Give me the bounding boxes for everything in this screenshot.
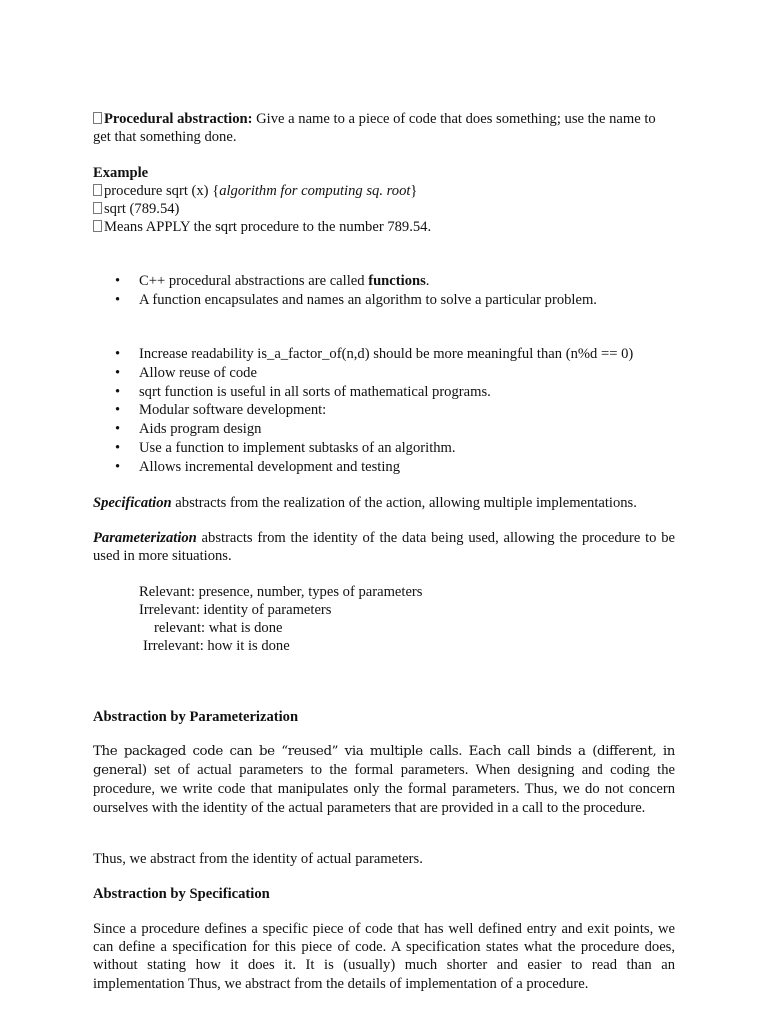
- section-param-paragraph: [93, 742, 675, 817]
- list-item: • Increase readability is_a_factor_of(n,d) should be more meaningful than (n%d == 0): [93, 345, 693, 364]
- missing-glyph-icon: [93, 220, 102, 232]
- list-item: • Use a function to implement subtasks of an algorithm.: [93, 439, 693, 458]
- missing-glyph-icon: [93, 202, 102, 214]
- parameterization-text: abstracts from the identity of the data being used, allowing the procedure to be used in more situations.: [93, 530, 675, 565]
- section-spec-paragraph: Since a procedure defines a specific piece of code that has well defined entry and exit points, we can define a specification for this piece of code. A specification states what the procedure does, without stating how it does it. It is (usually) much shorter and easier to read than an implementation Thus, we abstract from the details of implementation of a procedure.: [93, 921, 675, 992]
- section-heading-parameterization: Abstraction by Parameterization: [93, 709, 299, 725]
- section-param-conclusion: Thus, we abstract from the identity of actual parameters.: [93, 851, 423, 867]
- relevance-line-4: Irrelevant: how it is done: [143, 638, 290, 654]
- specification-text: abstracts from the realization of the action, allowing multiple implementations.: [171, 495, 637, 511]
- list-item: • Aids program design: [93, 420, 693, 439]
- list-item: [93, 272, 693, 291]
- example-heading: Example: [93, 165, 149, 181]
- specification-paragraph: [93, 494, 675, 512]
- example-line-2-text: sqrt (789.54): [104, 201, 180, 217]
- list-item: • Allows incremental development and testing: [93, 458, 693, 477]
- intro-text: Give a name to a piece of code that does something; use the name to get that something done.: [93, 111, 656, 146]
- relevance-line-2: Irrelevant: identity of parameters: [139, 602, 332, 618]
- list-item: [93, 291, 693, 310]
- parameterization-paragraph: [93, 529, 675, 565]
- list-item-text: C++ procedural abstractions are called: [139, 273, 369, 289]
- specification-term: Specification: [93, 495, 172, 511]
- bullet-list-benefits: [93, 345, 693, 477]
- example-line-1-italic: algorithm for computing sq. root: [219, 183, 411, 199]
- example-line-1-prefix: procedure sqrt (x) {: [104, 183, 220, 199]
- list-item: • Modular software development:: [93, 401, 693, 420]
- list-item-text: A function encapsulates and names an algorithm to solve a particular problem.: [139, 291, 597, 308]
- list-item: • sqrt function is useful in all sorts of mathematical programs.: [93, 383, 693, 402]
- missing-glyph-icon: [93, 184, 102, 196]
- example-line-3-text: Means APPLY the sqrt procedure to the number 789.54.: [104, 219, 432, 235]
- bullet-list-functions: [93, 272, 693, 310]
- intro-paragraph: [93, 110, 675, 146]
- section-heading-specification: Abstraction by Specification: [93, 886, 270, 902]
- example-line-2: [93, 200, 675, 218]
- example-line-1-suffix: }: [410, 183, 418, 199]
- intro-label: Procedural abstraction:: [104, 111, 253, 127]
- relevance-line-3: relevant: what is done: [154, 620, 283, 636]
- list-item-suffix: .: [425, 273, 430, 289]
- section-param-lead: The packaged code can be “reused” via multiple calls. Each call binds a (different, in general): [93, 744, 675, 779]
- parameterization-term: Parameterization: [93, 530, 197, 546]
- example-line-3: [93, 218, 675, 236]
- example-line-1: [93, 182, 675, 200]
- list-item: • Allow reuse of code: [93, 364, 693, 383]
- missing-glyph-icon: [93, 112, 102, 124]
- list-item-bold: functions: [368, 273, 426, 289]
- section-param-rest: set of actual parameters to the formal parameters. When designing and coding the procedure, we write code that manipulates only the formal parameters. Thus, we do not concern ourselves with the identity of the actual parameters that are provided in a call to the procedure.: [93, 762, 675, 816]
- relevance-line-1: Relevant: presence, number, types of parameters: [139, 584, 423, 600]
